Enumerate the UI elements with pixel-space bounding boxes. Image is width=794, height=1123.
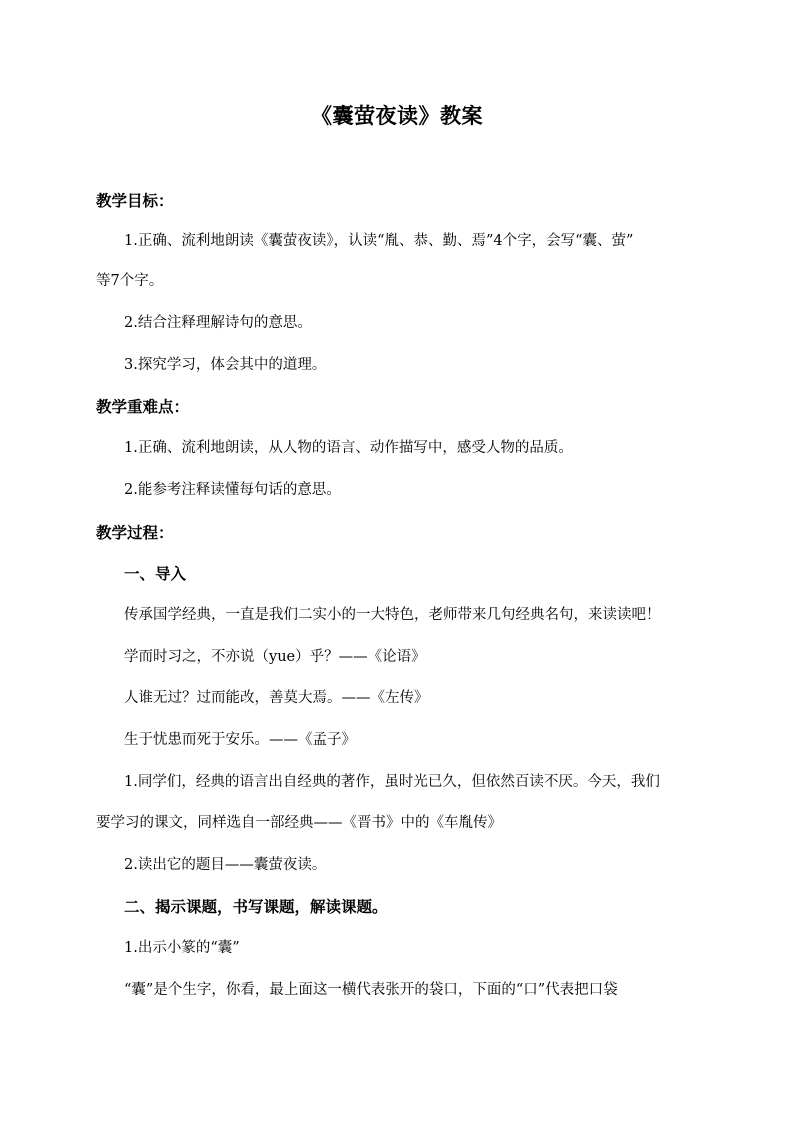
- goal-item-3: 3.探究学习，体会其中的道理。: [124, 357, 327, 373]
- goal-item-1-line-2: 等7个字。: [96, 273, 164, 289]
- goal-item-2: 2.结合注释理解诗句的意思。: [124, 315, 312, 331]
- quote-lunyu: 学而时习之，不亦说（yue）乎？——《论语》: [124, 649, 426, 665]
- goals-heading: 教学目标：: [96, 191, 174, 210]
- section-2-item-1: 1.出示小篆的“囊”: [124, 940, 240, 956]
- section-2-heading: 二、揭示课题，书写课题，解读课题。: [124, 897, 388, 916]
- document-title: 《囊萤夜读》教案: [311, 103, 483, 128]
- section-2-paragraph: “囊”是个生字，你看，最上面这一横代表张开的袋口，下面的“口”代表把口袋: [124, 982, 618, 998]
- key-point-item-1: 1.正确、流利地朗读，从人物的语言、动作描写中，感受人物的品质。: [124, 440, 573, 456]
- paragraph-2: 2.读出它的题目——囊萤夜读。: [124, 857, 327, 873]
- quote-zuozhuan: 人谁无过？过而能改，善莫大焉。——《左传》: [124, 690, 429, 706]
- section-1-heading: 一、导入: [124, 564, 187, 583]
- key-point-item-2: 2.能参考注释读懂每句话的意思。: [124, 482, 341, 498]
- paragraph-1-line-1: 1.同学们，经典的语言出自经典的著作，虽时光已久，但依然百读不厌。今天，我们: [124, 774, 660, 790]
- goal-item-1-line-1: 1.正确、流利地朗读《囊萤夜读》，认读“胤、恭、勤、焉”4个字，会写“囊、萤”: [124, 233, 634, 249]
- intro-paragraph: 传承国学经典，一直是我们二实小的一大特色，老师带来几句经典名句，来读读吧！: [124, 607, 661, 623]
- process-heading: 教学过程：: [96, 523, 174, 542]
- paragraph-1-line-2: 要学习的课文，同样选自一部经典——《晋书》中的《车胤传》: [96, 815, 502, 831]
- key-points-heading: 教学重难点：: [96, 397, 190, 416]
- quote-mengzi: 生于忧患而死于安乐。——《孟子》: [124, 732, 356, 748]
